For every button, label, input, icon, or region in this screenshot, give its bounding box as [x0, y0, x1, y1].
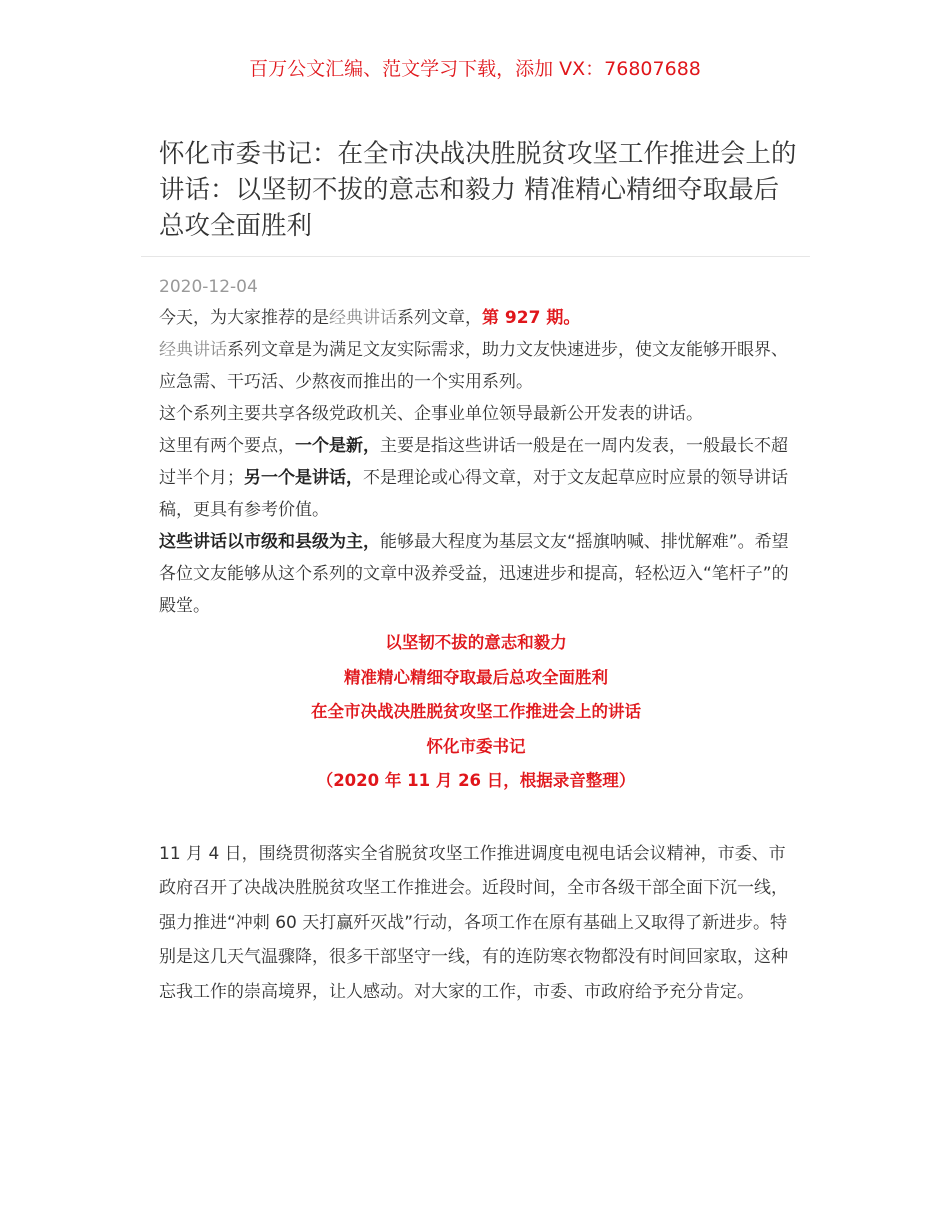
intro-text: 能够最大程度为基层文友“摇旗呐喊、排忧解难”。希望各位文友能够从这个系列的文章中汲养受益，迅速进步和提高，轻松迈入“笔杆子”的殿堂。	[159, 532, 789, 616]
intro-text: 系列文章，	[397, 308, 482, 328]
key-point-speech: 另一个是讲话，	[244, 468, 363, 488]
intro-paragraph-1	[159, 302, 793, 334]
article-title: 怀化市委书记：在全市决战决胜脱贫攻坚工作推进会上的讲话：以坚韧不拔的意志和毅力 精准精心精细夺取最后总攻全面胜利	[159, 139, 797, 241]
issue-number: 第 927 期。	[482, 308, 581, 328]
speech-header	[159, 626, 793, 799]
intro-text: 今天，为大家推荐的是	[159, 308, 329, 328]
intro-paragraph-2	[159, 334, 793, 398]
article-body	[159, 302, 793, 1009]
series-tag: 经典讲话	[159, 340, 227, 360]
intro-text: 主要是指这些讲话一般是在一周内发表，一般最长不超过半个月；	[159, 436, 788, 488]
promo-banner: 百万公文汇编、范文学习下载，添加 VX：76807688	[249, 58, 701, 80]
intro-text: 系列文章是为满足文友实际需求，助力文友快速进步，使文友能够开眼界、应急需、干巧活、少熬夜而推出的一个实用系列。	[159, 340, 788, 392]
speech-subtitle-2: 精准精心精细夺取最后总攻全面胜利	[344, 667, 608, 687]
scope-emphasis: 这些讲话以市级和县级为主，	[159, 532, 380, 552]
speech-date-note: （2020 年 11 月 26 日，根据录音整理）	[316, 771, 636, 790]
series-tag: 经典讲话	[329, 308, 397, 328]
speaker: 怀化市委书记	[426, 736, 526, 756]
speech-paragraph-1: 11 月 4 日，围绕贯彻落实全省脱贫攻坚工作推进调度电视电话会议精神，市委、市政府召开了决战决胜脱贫攻坚工作推进会。近段时间，全市各级干部全面下沉一线，强力推进“冲刺 60 天打赢歼灭战”行动，各项工作在原有基础上又取得了新进步。特别是这几天气温骤降，很多干部坚守一线，有的连防寒衣物都没有时间回家取，这种忘我工作的崇高境界，让人感动。对大家的工作，市委、市政府给予充分肯定。	[159, 843, 788, 1002]
intro-text: 不是理论或心得文章，对于文友起草应时应景的领导讲话稿，更具有参考价值。	[159, 468, 788, 520]
title-divider	[141, 256, 810, 257]
intro-text: 这里有两个要点，	[159, 436, 295, 456]
publish-date: 2020-12-04	[159, 277, 258, 297]
speech-subtitle-1: 以坚韧不拔的意志和毅力	[385, 633, 567, 652]
intro-paragraph-4	[159, 430, 793, 526]
intro-paragraph-3: 这个系列主要共享各级党政机关、企事业单位领导最新公开发表的讲话。	[159, 404, 703, 424]
key-point-new: 一个是新，	[295, 436, 380, 456]
intro-paragraph-5	[159, 526, 793, 622]
speech-occasion: 在全市决战决胜脱贫攻坚工作推进会上的讲话	[311, 702, 641, 721]
